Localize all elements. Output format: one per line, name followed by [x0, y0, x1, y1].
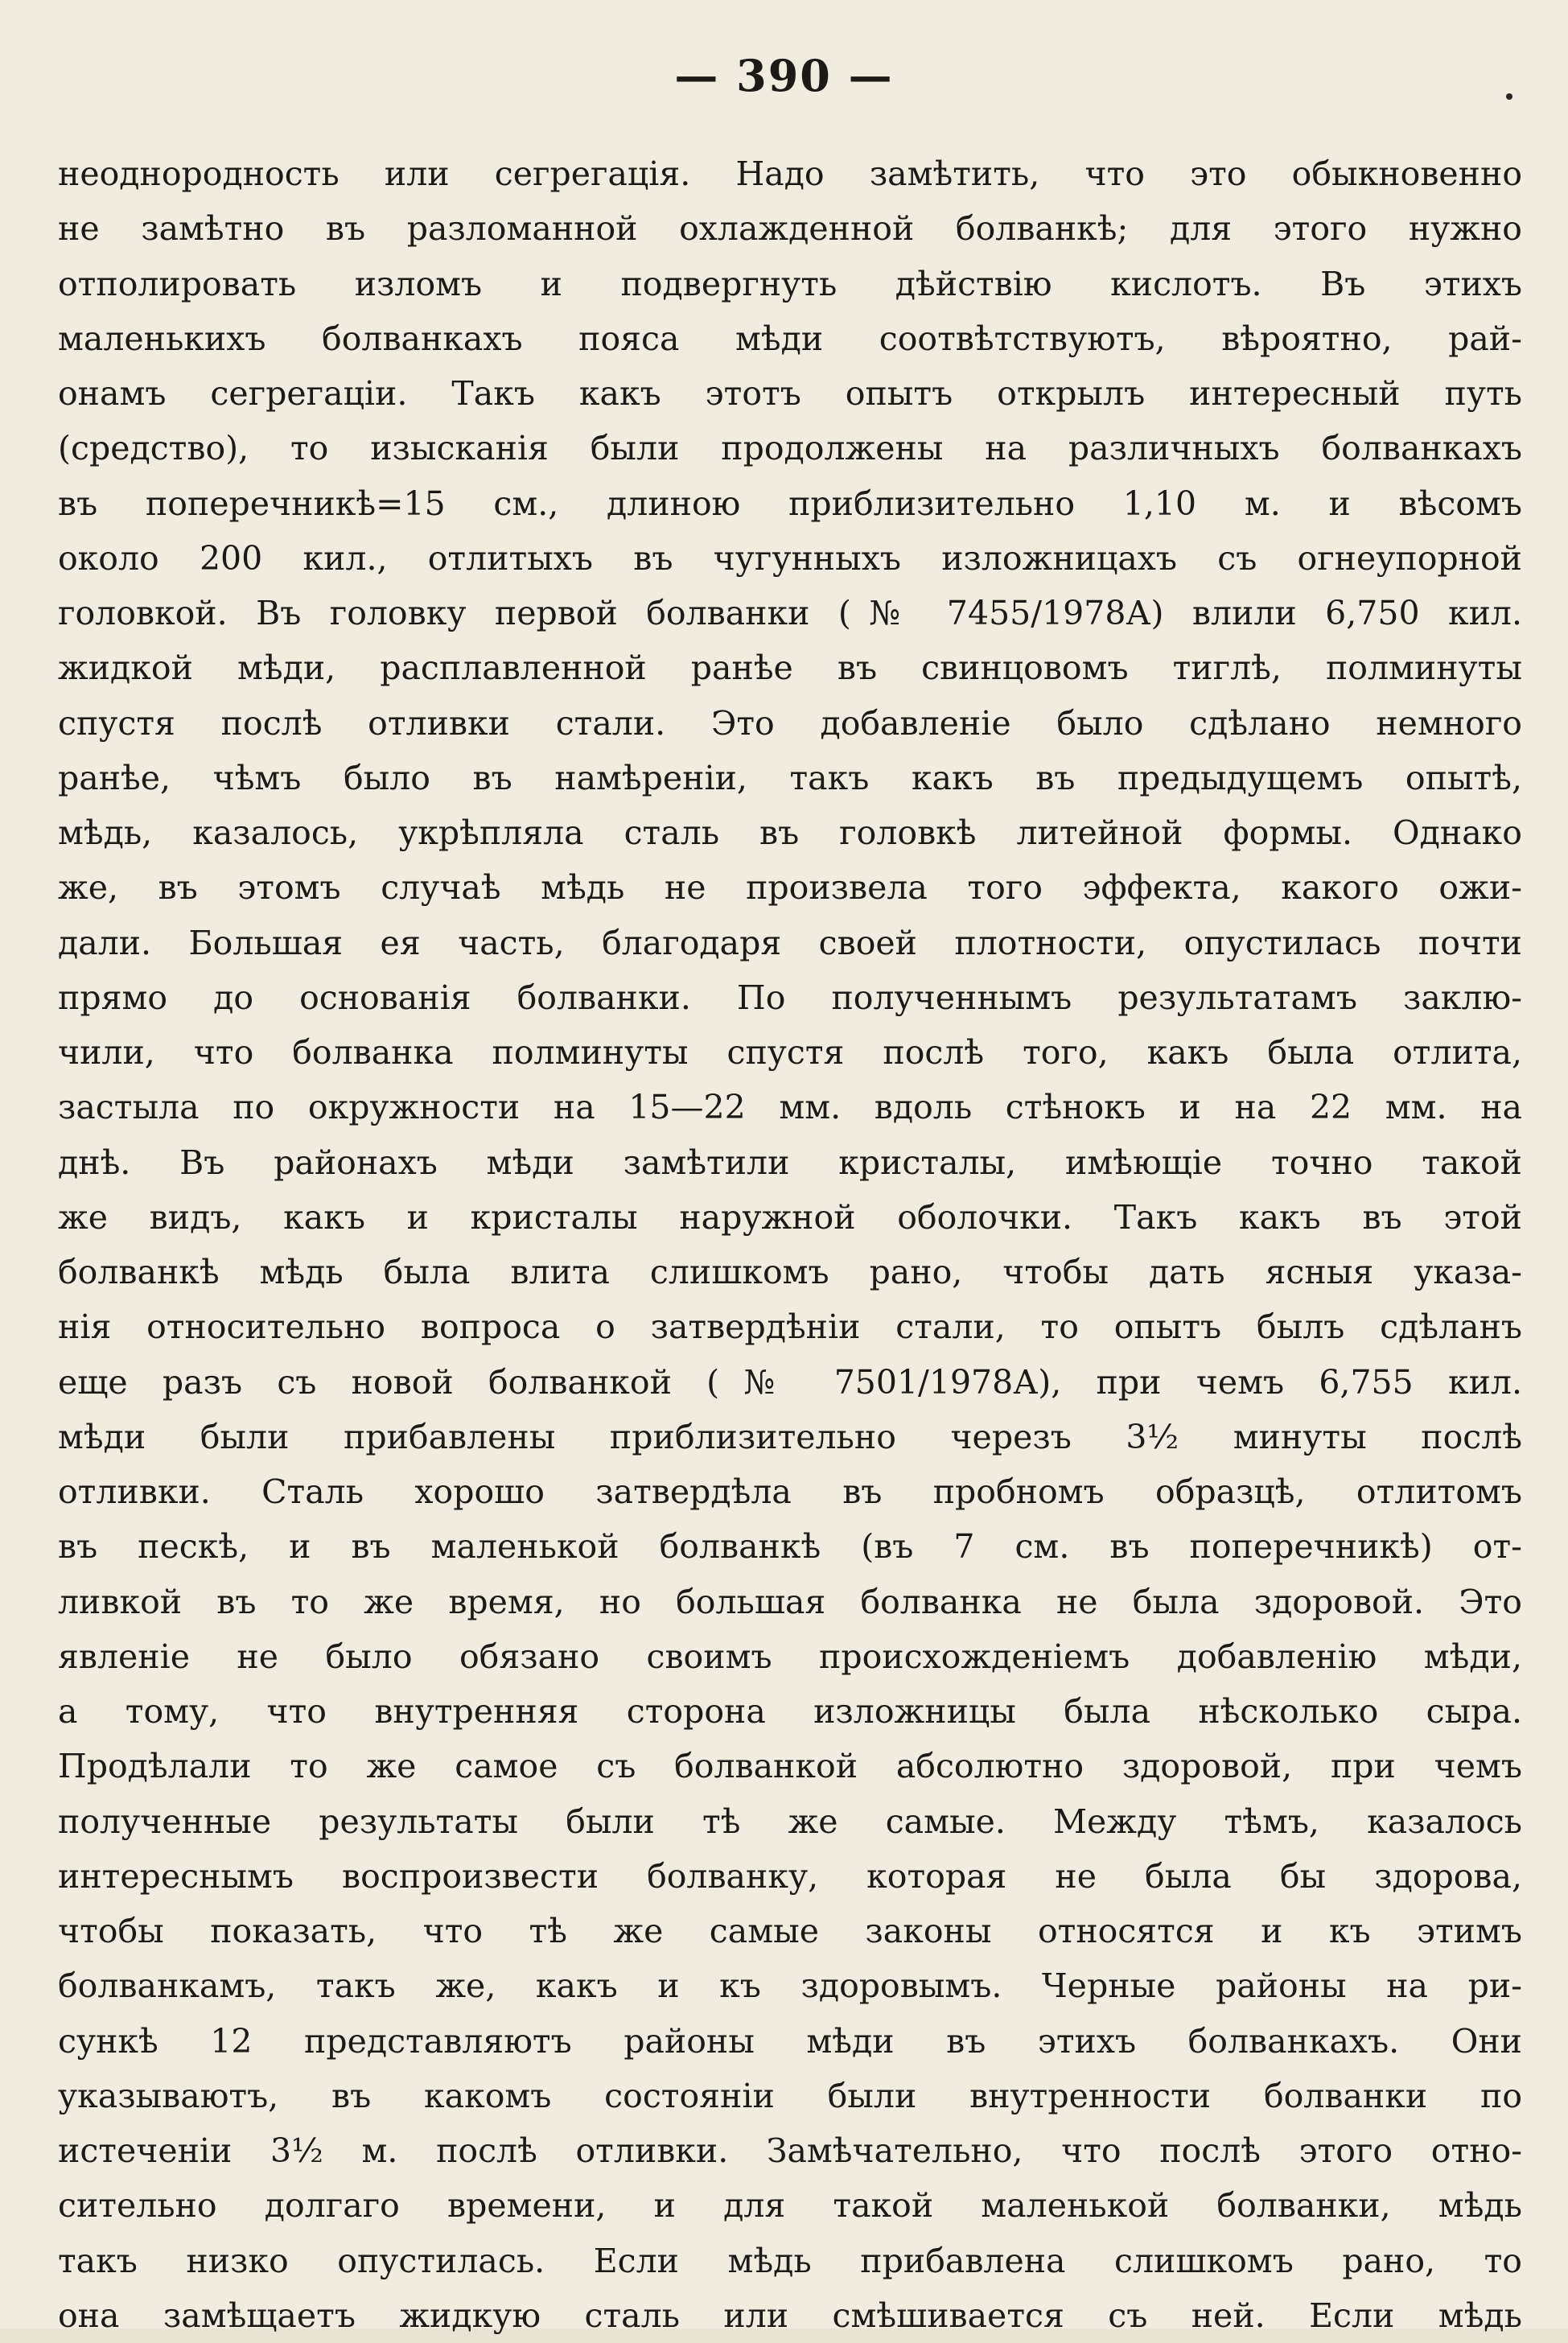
- text-line: Продѣлали то же самое съ болванкой абсолютно здоровой, при чемъ: [58, 1747, 1522, 1786]
- text-line: застыла по окружности на 15—22 мм. вдоль стѣнокъ и на 22 мм. на: [58, 1088, 1522, 1127]
- text-line: сункѣ 12 представляютъ районы мѣди въ этихъ болванкахъ. Они: [58, 2021, 1522, 2061]
- text-line: болванкѣ мѣдь была влита слишкомъ рано, чтобы дать ясныя указа-: [58, 1253, 1522, 1291]
- text-line: жидкой мѣди, расплавленной ранѣе въ свинцовомъ тиглѣ, полминуты: [58, 649, 1522, 688]
- body-text: [58, 146, 1522, 2343]
- text-line: а тому, что внутренняя сторона изложницы была нѣсколько сыра.: [58, 1692, 1522, 1731]
- text-line: же, въ этомъ случаѣ мѣдь не произвела того эффекта, какого ожи-: [58, 868, 1522, 908]
- text-line: маленькихъ болванкахъ пояса мѣди соотвѣтствуютъ, вѣроятно, рай-: [58, 319, 1522, 358]
- text-line: такъ низко опустилась. Если мѣдь прибавлена слишкомъ рано, то: [58, 2241, 1522, 2280]
- text-line: отполировать изломъ и подвергнуть дѣйствію кислотъ. Въ этихъ: [58, 264, 1522, 303]
- text-line: нія относительно вопроса о затвердѣніи стали, то опытъ былъ сдѣланъ: [58, 1307, 1522, 1347]
- text-line: она замѣщаетъ жидкую сталь или смѣшивается съ ней. Если мѣдь: [58, 2296, 1522, 2335]
- text-line: отливки. Сталь хорошо затвердѣла въ пробномъ образцѣ, отлитомъ: [58, 1472, 1522, 1511]
- text-line: не замѣтно въ разломанной охлажденной болванкѣ; для этого нужно: [58, 209, 1522, 249]
- text-line: днѣ. Въ районахъ мѣди замѣтили кристалы, имѣющіе точно такой: [58, 1143, 1522, 1182]
- text-line: около 200 кил., отлитыхъ въ чугунныхъ изложницахъ съ огнеупорной: [58, 538, 1522, 578]
- text-line: мѣдь, казалось, укрѣпляла сталь въ головкѣ литейной формы. Однако: [58, 813, 1522, 852]
- text-line: чили, что болванка полминуты спустя послѣ того, какъ была отлита,: [58, 1033, 1522, 1072]
- text-line: истеченіи 3½ м. послѣ отливки. Замѣчательно, что послѣ этого отно-: [58, 2131, 1522, 2170]
- text-line: полученные результаты были тѣ же самые. Между тѣмъ, казалось: [58, 1802, 1522, 1841]
- text-line: чтобы показать, что тѣ же самые законы относятся и къ этимъ: [58, 1912, 1522, 1950]
- text-line: явленіе не было обязано своимъ происхожденіемъ добавленію мѣди,: [58, 1637, 1522, 1676]
- text-line: спустя послѣ отливки стали. Это добавленіе было сдѣлано немного: [58, 703, 1522, 743]
- text-line: прямо до основанія болванки. По полученнымъ результатамъ заклю-: [58, 978, 1522, 1017]
- page-number: — 390 —: [674, 50, 894, 101]
- text-line: неоднородность или сегрегація. Надо замѣтить, что это обыкновенно: [58, 154, 1522, 193]
- text-line: интереснымъ воспроизвести болванку, которая не была бы здорова,: [58, 1856, 1522, 1896]
- text-line: головкой. Въ головку первой болванки (№ 7455/1978А) влили 6,750 кил.: [58, 594, 1522, 632]
- text-line: ранѣе, чѣмъ было въ намѣреніи, такъ какъ въ предыдущемъ опытѣ,: [58, 758, 1522, 797]
- text-line: еще разъ съ новой болванкой (№ 7501/1978А), при чемъ 6,755 кил.: [58, 1362, 1522, 1402]
- text-line: онамъ сегрегаціи. Такъ какъ этотъ опытъ открылъ интересный путь: [58, 374, 1522, 413]
- text-line: ливкой въ то же время, но большая болванка не была здоровой. Это: [58, 1582, 1522, 1621]
- text-line: болванкамъ, такъ же, какъ и къ здоровымъ. Черные районы на ри-: [58, 1966, 1522, 2006]
- text-line: сительно долгаго времени, и для такой маленькой болванки, мѣдь: [58, 2186, 1522, 2226]
- text-line: въ пескѣ, и въ маленькой болванкѣ (въ 7 см. въ поперечникѣ) от-: [58, 1527, 1522, 1567]
- text-line: мѣди были прибавлены приблизительно черезъ 3½ минуты послѣ: [58, 1417, 1522, 1456]
- text-line: дали. Большая ея часть, благодаря своей плотности, опустилась почти: [58, 923, 1522, 962]
- ink-speck: [1506, 93, 1512, 100]
- text-line: указываютъ, въ какомъ состояніи были внутренности болванки по: [58, 2076, 1522, 2115]
- text-line: же видъ, какъ и кристалы наружной оболочки. Такъ какъ въ этой: [58, 1197, 1522, 1237]
- text-line: въ поперечникѣ=15 см., длиною приблизительно 1,10 м. и вѣсомъ: [58, 484, 1522, 523]
- text-line: (средство), то изысканія были продолжены на различныхъ болванкахъ: [58, 429, 1522, 468]
